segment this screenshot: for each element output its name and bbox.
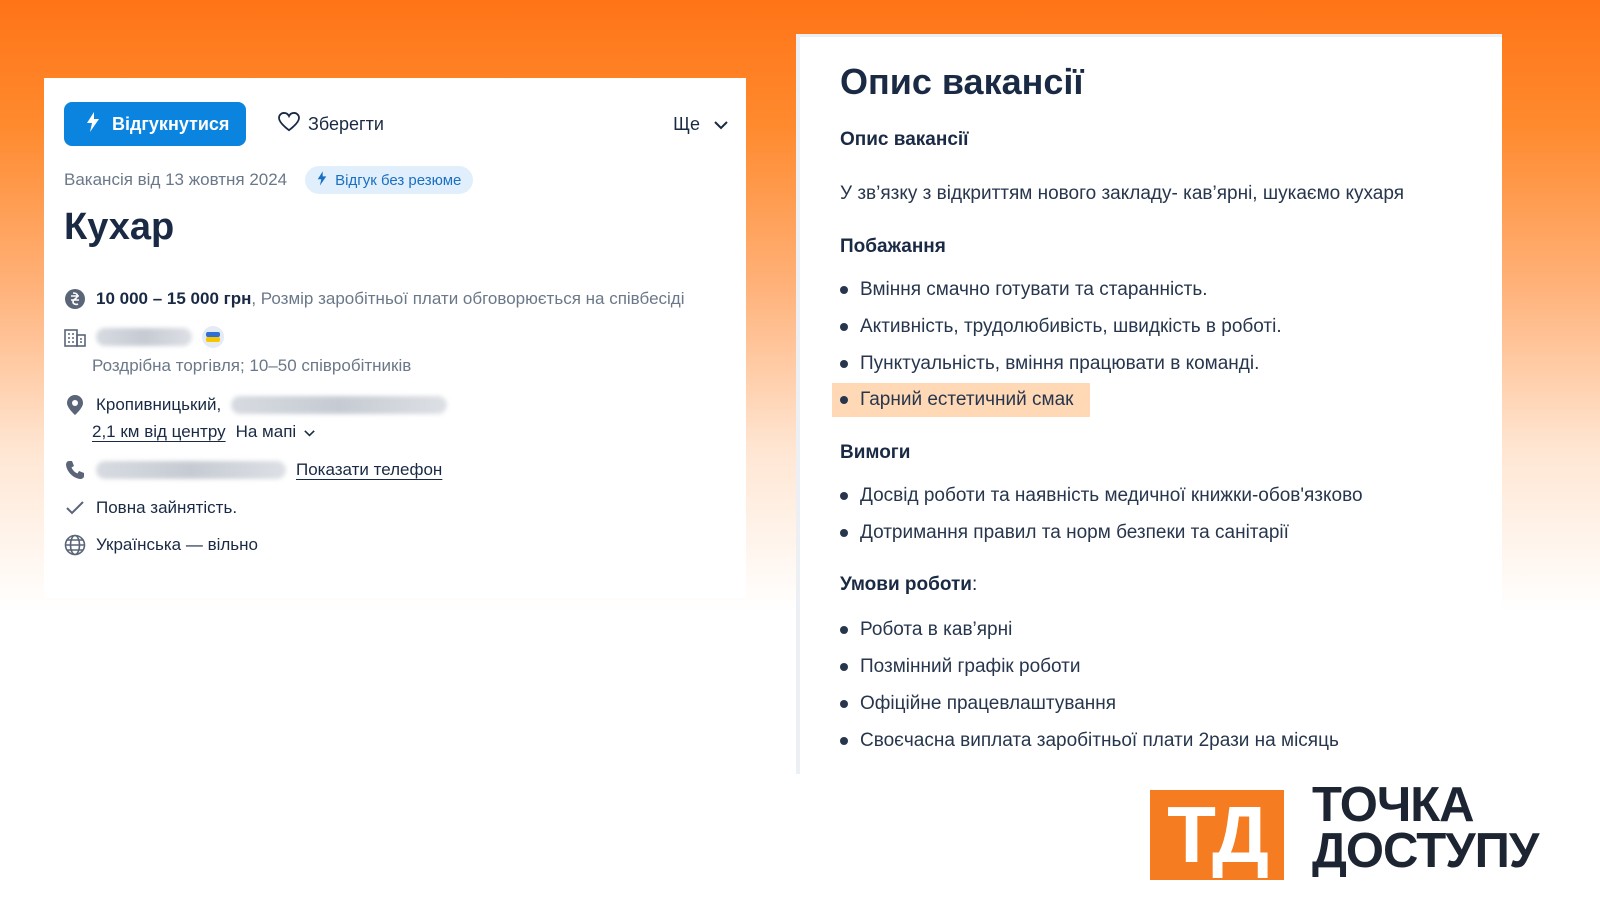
phone-row [64,459,442,481]
section-wishes: Побажання [840,236,946,257]
respond-label: Відгукнутися [112,113,230,134]
list-item: Офіційне працевлаштування [840,687,1116,721]
save-label: Зберегти [308,113,384,134]
city: Кропивницький, [96,395,222,414]
list-item: Вміння смачно готувати та старанність. [840,273,1208,307]
logo-wordmark [1312,778,1539,878]
job-title: Кухар [64,206,175,248]
employment-row [64,497,237,519]
action-bar [64,102,728,146]
section-conditions: Умови роботи: [840,574,978,595]
contact-name-redacted [96,461,286,479]
list-item-highlighted: Гарний естетичний смак [832,383,1090,417]
company-row [64,326,224,348]
badge-label: Відгук без резюме [335,171,462,189]
posted-date: Вакансія від 13 жовтня 2024 [64,170,288,189]
building-icon [64,326,86,348]
heart-icon [278,112,300,137]
description-title: Опис вакансії [840,61,1084,102]
section-description: Опис вакансії [840,129,969,150]
location-pin-icon [64,394,86,416]
phone-icon [64,459,86,481]
lightning-icon [86,112,100,137]
logo-line-1: ТОЧКА [1312,778,1474,832]
list-item: Своєчасна виплата заробітньої плати 2рази на місяць [840,724,1339,758]
employment-type: Повна зайнятість. [96,498,238,517]
location-row [64,394,447,416]
section-requirements: Вимоги [840,442,911,463]
currency-icon [64,288,86,310]
language-row [64,534,258,556]
list-item: Пунктуальність, вміння працювати в команді. [840,347,1259,381]
list-item: Дотримання правил та норм безпеки та санітарії [840,516,1289,550]
respond-button[interactable] [64,102,246,146]
chevron-down-icon [714,114,728,135]
list-item: Досвід роботи та наявність медичної книжки-обов'язково [840,479,1363,513]
logo-line-2: ДОСТУПУ [1312,824,1539,878]
globe-icon [64,534,86,556]
company-name-redacted[interactable] [96,328,192,346]
more-dropdown[interactable] [673,110,728,138]
distance-link[interactable]: 2,1 км від центру [92,422,226,441]
address-redacted [231,396,447,414]
description-text: У зв’язку з відкриттям нового закладу- кав’ярні, шукаємо кухаря [840,183,1405,204]
more-label: Ще [673,113,700,134]
salary-row [64,288,685,310]
checkmark-icon [64,497,86,519]
show-phone-link[interactable]: Показати телефон [296,460,443,479]
logo-mark: ТД [1150,790,1284,880]
no-resume-badge[interactable] [305,166,473,194]
job-summary-card [44,78,746,598]
job-description-card [796,34,1502,774]
save-button[interactable] [278,110,384,138]
list-item: Позмінний графік роботи [840,650,1081,684]
salary-amount: 10 000 – 15 000 грн [96,289,252,308]
list-item: Активність, трудолюбивість, швидкість в роботі. [840,310,1282,344]
salary-note: , Розмір заробітньої плати обговорюється на співбесіді [251,289,685,308]
language: Українська — вільно [96,535,258,554]
meta-row [64,166,473,194]
list-item: Робота в кав’ярні [840,613,1012,647]
map-toggle[interactable] [236,422,316,442]
ukraine-flag-icon [202,326,224,348]
company-info: Роздрібна торгівля; 10–50 співробітників [92,356,412,375]
chevron-down-icon [304,422,315,442]
map-label: На мапі [235,422,297,441]
distance-row [92,422,315,442]
lightning-icon [317,171,327,190]
